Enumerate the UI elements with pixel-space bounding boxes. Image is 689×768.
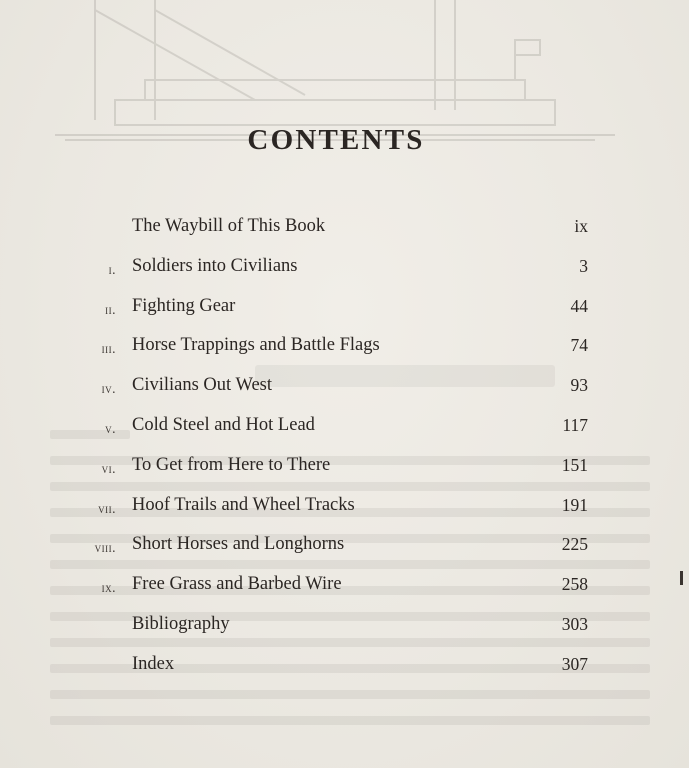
toc-entry-waybill (0, 212, 689, 252)
page-number: 307 (561, 653, 588, 674)
toc-entry-bibliography (0, 610, 689, 650)
chapter-numeral: ii. (105, 301, 116, 317)
page-number: 3 (579, 255, 588, 276)
page-number: 117 (562, 414, 588, 435)
chapter-numeral: i. (108, 261, 116, 277)
toc-entry-chapter-2 (0, 292, 689, 332)
page-number: 191 (561, 494, 588, 515)
chapter-title: Short Horses and Longhorns (132, 534, 345, 555)
toc-entry-chapter-9 (0, 570, 689, 610)
page-number: 44 (570, 295, 588, 316)
page-number: ix (574, 216, 588, 236)
toc-entry-chapter-8 (0, 530, 689, 570)
toc-entry-chapter-1 (0, 252, 689, 292)
page-edge-mark (680, 571, 683, 585)
chapter-numeral: vii. (98, 500, 116, 516)
chapter-title: To Get from Here to There (132, 454, 331, 475)
page-number: 225 (561, 534, 588, 555)
chapter-numeral: iv. (101, 381, 116, 397)
page-title: CONTENTS (247, 124, 425, 156)
chapter-title: Fighting Gear (132, 295, 236, 316)
chapter-title: Horse Trappings and Battle Flags (132, 335, 380, 356)
chapter-numeral: iii. (101, 341, 116, 357)
chapter-title: Bibliography (132, 613, 230, 634)
chapter-numeral: vi. (101, 460, 116, 476)
chapter-title: The Waybill of This Book (132, 216, 326, 236)
chapter-title: Free Grass and Barbed Wire (132, 574, 342, 595)
chapter-title: Cold Steel and Hot Lead (132, 414, 315, 435)
chapter-title: Civilians Out West (132, 375, 273, 396)
page-number: 258 (561, 574, 588, 595)
toc-entry-chapter-3 (0, 331, 689, 371)
toc-entry-chapter-4 (0, 371, 689, 411)
chapter-title: Soldiers into Civilians (132, 255, 298, 276)
table-of-contents (0, 212, 689, 690)
page-number: 93 (570, 375, 588, 396)
page-number: 303 (561, 613, 588, 634)
chapter-title: Hoof Trails and Wheel Tracks (132, 494, 355, 515)
chapter-numeral: ix. (101, 580, 116, 596)
page-number: 74 (570, 335, 588, 356)
chapter-numeral: viii. (94, 540, 116, 556)
toc-entry-index (0, 650, 689, 690)
toc-entry-chapter-6 (0, 451, 689, 491)
toc-entry-chapter-7 (0, 491, 689, 531)
page-number: 151 (561, 454, 588, 475)
chapter-title: Index (132, 653, 175, 674)
toc-entry-chapter-5 (0, 411, 689, 451)
chapter-numeral: v. (105, 420, 116, 436)
